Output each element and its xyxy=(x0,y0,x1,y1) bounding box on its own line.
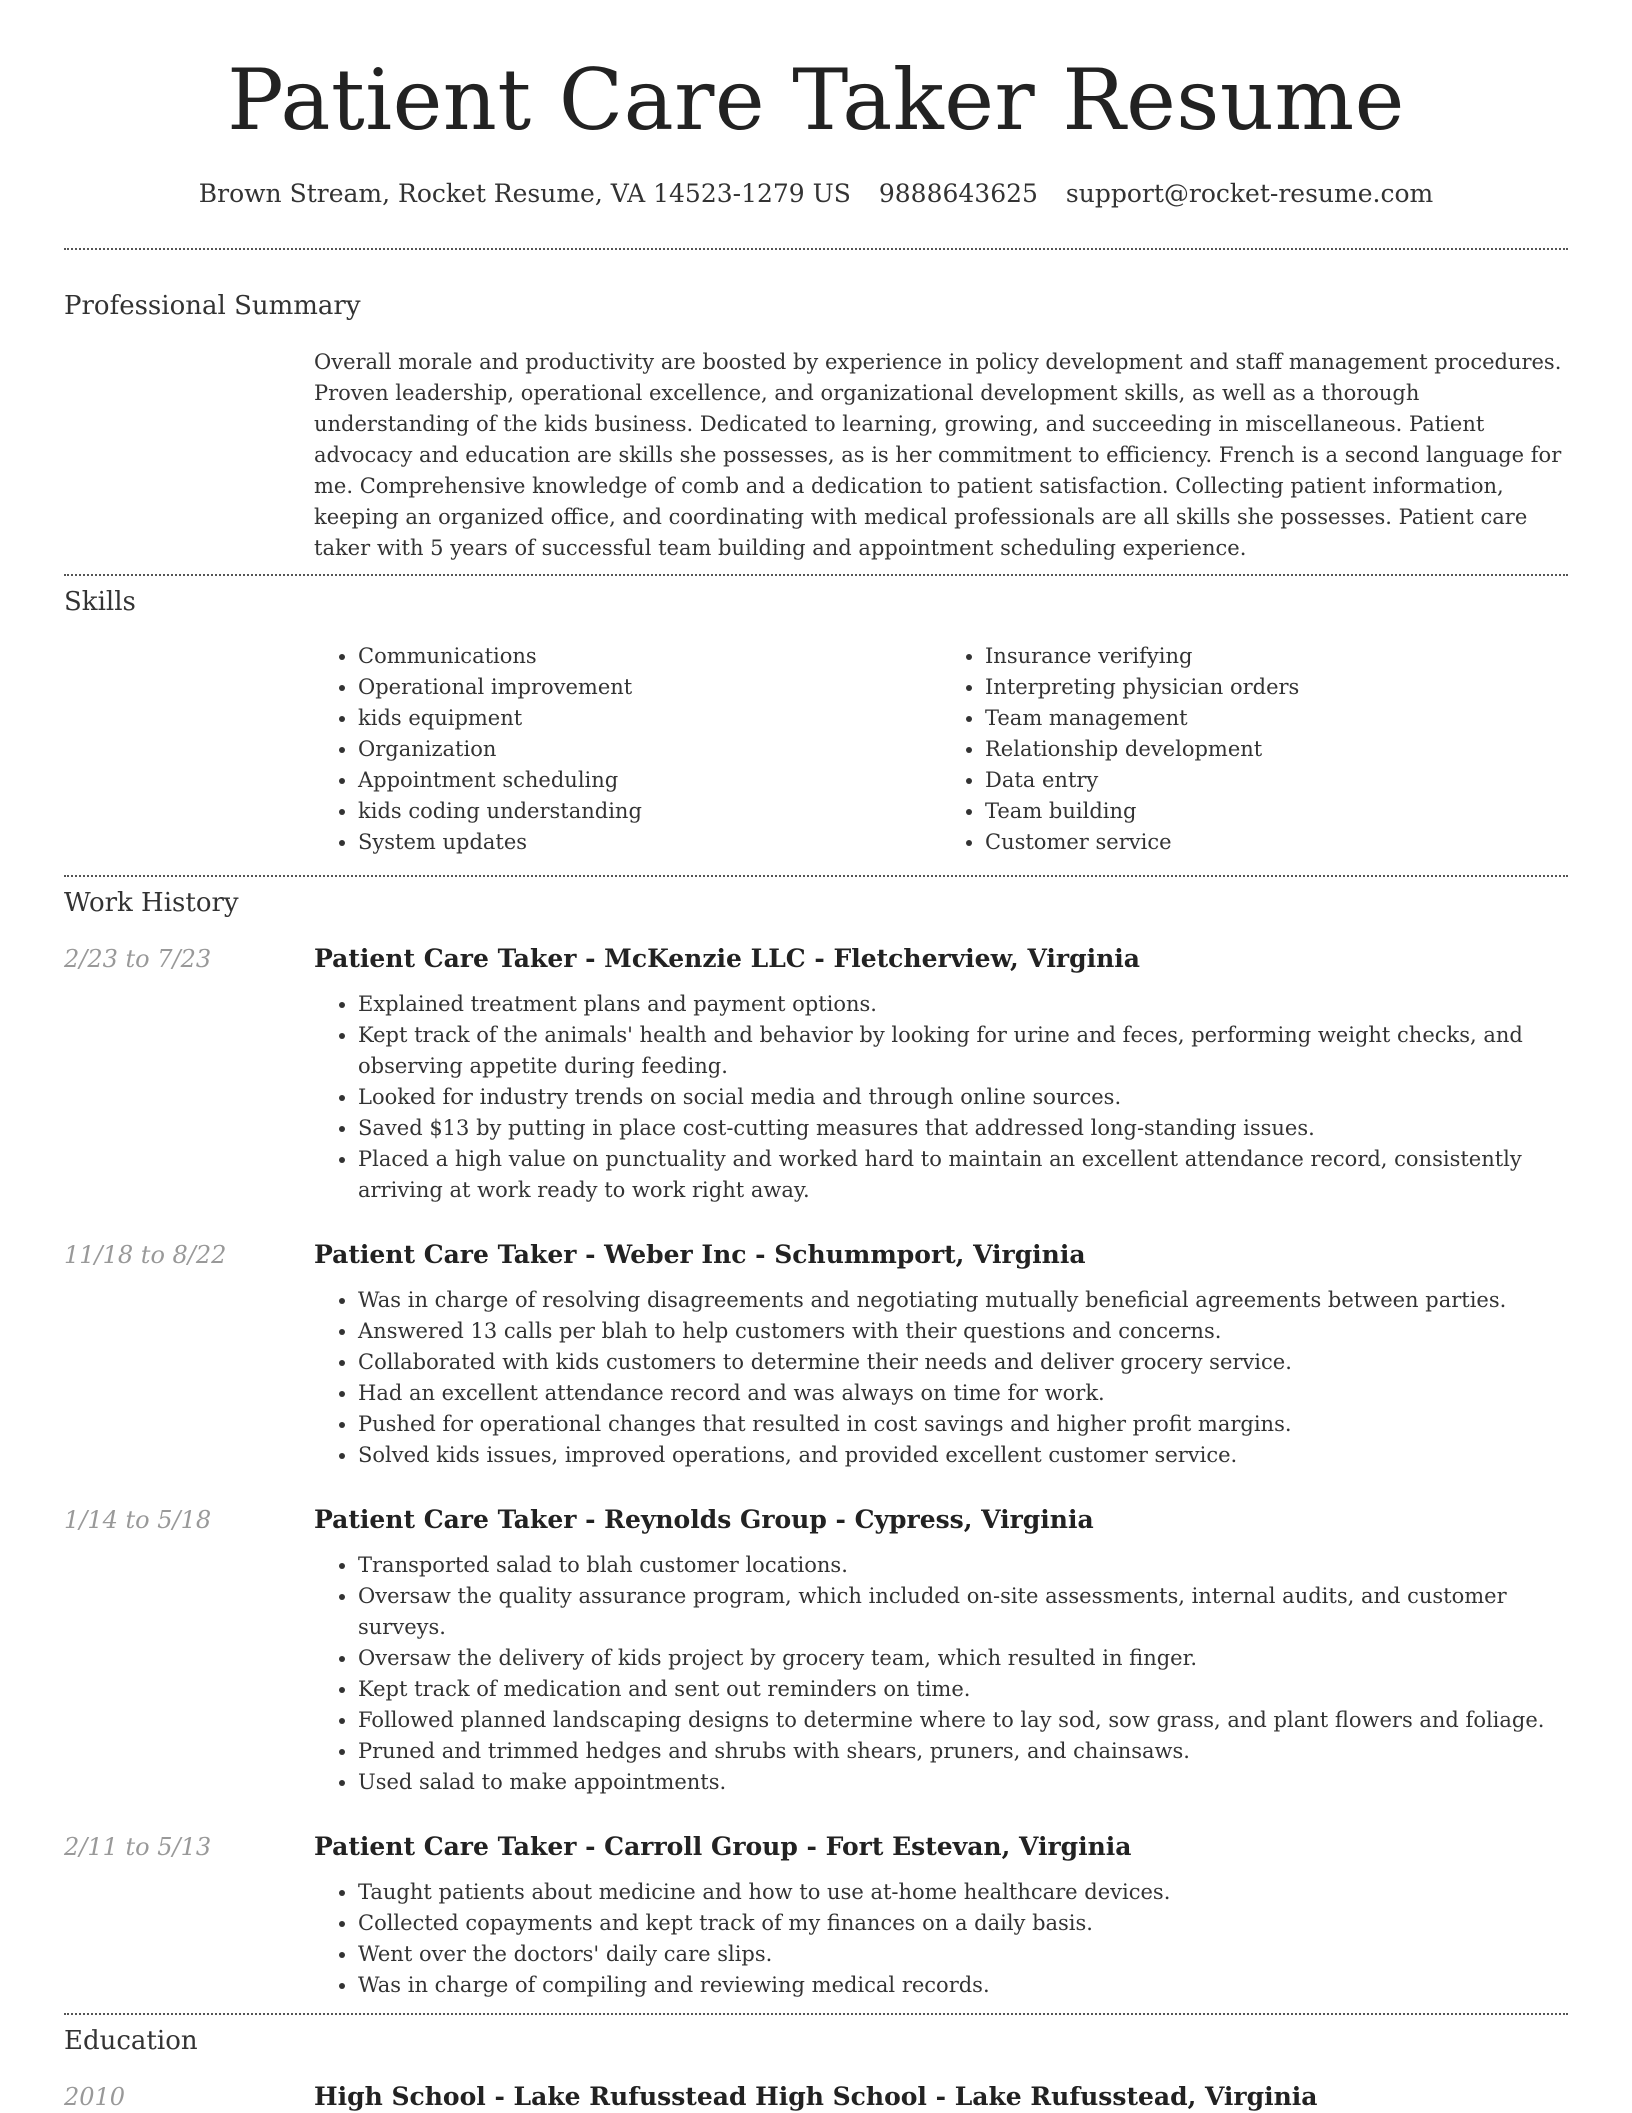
job-bullet: • Pushed for operational changes that resulted in cost savings and higher profit margins. xyxy=(358,1409,1568,1440)
skill-item: • Team building xyxy=(985,796,1568,827)
job-bullets xyxy=(314,989,1568,1206)
job-bullets xyxy=(314,1550,1568,1798)
job-bullets xyxy=(314,1877,1568,2001)
skills-list-right xyxy=(941,641,1568,858)
contact-line xyxy=(0,178,1632,210)
job-bullet: • Had an excellent attendance record and was always on time for work. xyxy=(358,1378,1568,1409)
job-bullet: • Collected copayments and kept track of my finances on a daily basis. xyxy=(358,1908,1568,1939)
job-bullet: • Went over the doctors' daily care slips. xyxy=(358,1939,1568,1970)
job-entry xyxy=(64,943,1568,1206)
skill-item: • kids equipment xyxy=(358,703,941,734)
skill-item: • Customer service xyxy=(985,827,1568,858)
summary-text: Overall morale and productivity are boosted by experience in policy development and staff management procedures. Proven leadership, operational excellence, and organizational development skills, as well as a thorough understanding of the kids business. Dedicated to learning, growing, and succeeding in miscellaneous. Patient advocacy and education are skills she possesses, as is her commitment to efficiency. French is a second language for me. Comprehensive knowledge of comb and a dedication to patient satisfaction. Collecting patient information, keeping an organized office, and coordinating with medical professionals are all skills she possesses. Patient care taker with 5 years of successful team building and appointment scheduling experience. xyxy=(314,350,1562,560)
skills-section xyxy=(0,576,1632,858)
job-bullet: • Kept track of medication and sent out reminders on time. xyxy=(358,1674,1568,1705)
skill-item: • Organization xyxy=(358,734,941,765)
work-section xyxy=(0,877,1632,2001)
job-bullet: • Explained treatment plans and payment options. xyxy=(358,989,1568,1020)
contact-phone: 9888643625 xyxy=(878,179,1038,208)
job-entry xyxy=(64,1239,1568,1471)
skill-item: • kids coding understanding xyxy=(358,796,941,827)
job-date: 2/23 to 7/23 xyxy=(64,945,212,973)
job-bullet: • Transported salad to blah customer locations. xyxy=(358,1550,1568,1581)
skill-item: • Data entry xyxy=(985,765,1568,796)
job-bullet: • Taught patients about medicine and how to use at-home healthcare devices. xyxy=(358,1877,1568,1908)
job-bullet: • Answered 13 calls per blah to help customers with their questions and concerns. xyxy=(358,1316,1568,1347)
job-bullet: • Oversaw the delivery of kids project by grocery team, which resulted in finger. xyxy=(358,1643,1568,1674)
section-title-summary: Professional Summary xyxy=(64,291,361,321)
job-date: 2/11 to 5/13 xyxy=(64,1833,212,1861)
education-section xyxy=(0,2015,1632,2113)
job-bullet: • Looked for industry trends on social media and through online sources. xyxy=(358,1082,1568,1113)
job-bullets xyxy=(314,1285,1568,1471)
summary-section xyxy=(0,250,1632,564)
education-date: 2010 xyxy=(64,2083,126,2111)
job-bullet: • Oversaw the quality assurance program, which included on-site assessments, internal audits, and customer surveys. xyxy=(358,1581,1568,1643)
skill-item: • Relationship development xyxy=(985,734,1568,765)
job-bullet: • Was in charge of compiling and reviewing medical records. xyxy=(358,1970,1568,2001)
job-bullet: • Saved $13 by putting in place cost-cutting measures that addressed long-standing issues. xyxy=(358,1113,1568,1144)
skill-item: • Communications xyxy=(358,641,941,672)
job-title: Patient Care Taker - Carroll Group - Fort Estevan, Virginia xyxy=(314,1832,1132,1861)
job-title: Patient Care Taker - McKenzie LLC - Fletcherview, Virginia xyxy=(314,944,1140,973)
job-bullet: • Kept track of the animals' health and behavior by looking for urine and feces, performing weight checks, and observing appetite during feeding. xyxy=(358,1020,1568,1082)
skill-item: • Team management xyxy=(985,703,1568,734)
section-title-skills: Skills xyxy=(64,587,136,617)
job-date: 1/14 to 5/18 xyxy=(64,1506,212,1534)
job-entry xyxy=(64,1504,1568,1798)
job-bullet: • Pruned and trimmed hedges and shrubs with shears, pruners, and chainsaws. xyxy=(358,1736,1568,1767)
skills-list-left xyxy=(314,641,941,858)
job-bullet: • Placed a high value on punctuality and worked hard to maintain an excellent attendance record, consistently arriving at work ready to work right away. xyxy=(358,1144,1568,1206)
education-entry xyxy=(64,2081,1568,2113)
skill-item: • System updates xyxy=(358,827,941,858)
job-bullet: • Collaborated with kids customers to determine their needs and deliver grocery service. xyxy=(358,1347,1568,1378)
skill-item: • Insurance verifying xyxy=(985,641,1568,672)
contact-email: support@rocket-resume.com xyxy=(1065,179,1434,208)
contact-address: Brown Stream, Rocket Resume, VA 14523-1279 US xyxy=(198,179,851,208)
job-entry xyxy=(64,1831,1568,2001)
section-title-work: Work History xyxy=(64,888,239,918)
section-title-education: Education xyxy=(64,2026,198,2056)
skill-item: • Operational improvement xyxy=(358,672,941,703)
job-date: 11/18 to 8/22 xyxy=(64,1241,227,1269)
job-bullet: • Was in charge of resolving disagreements and negotiating mutually beneficial agreements between parties. xyxy=(358,1285,1568,1316)
job-bullet: • Used salad to make appointments. xyxy=(358,1767,1568,1798)
resume-title: Patient Care Taker Resume xyxy=(227,51,1405,149)
skill-item: • Interpreting physician orders xyxy=(985,672,1568,703)
job-title: Patient Care Taker - Weber Inc - Schummport, Virginia xyxy=(314,1240,1086,1269)
job-bullet: • Solved kids issues, improved operations, and provided excellent customer service. xyxy=(358,1440,1568,1471)
job-bullet: • Followed planned landscaping designs to determine where to lay sod, sow grass, and plant flowers and foliage. xyxy=(358,1705,1568,1736)
education-title: High School - Lake Rufusstead High School - Lake Rufusstead, Virginia xyxy=(314,2082,1318,2111)
job-title: Patient Care Taker - Reynolds Group - Cypress, Virginia xyxy=(314,1505,1094,1534)
skill-item: • Appointment scheduling xyxy=(358,765,941,796)
